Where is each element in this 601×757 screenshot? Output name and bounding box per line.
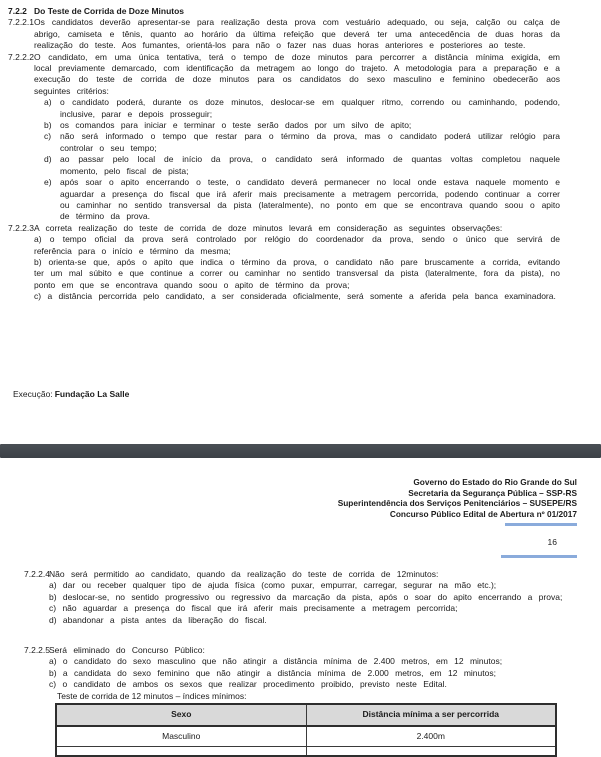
execution-label: Execução: <box>13 389 53 399</box>
execution-value: Fundação La Salle <box>54 389 130 399</box>
clause-7224 <box>24 569 577 626</box>
table-cell-empty <box>56 746 306 756</box>
link-underline-footer[interactable] <box>501 555 577 558</box>
link-underline-edital[interactable] <box>505 523 577 526</box>
subitem-letter: a) <box>44 97 52 108</box>
page2-header-block <box>338 477 577 519</box>
table-header-sexo: Sexo <box>56 704 306 726</box>
header-line-secretaria: Secretaria da Segurança Pública – SSP-RS <box>408 487 577 498</box>
clause-paragraph: Não será permitido ao candidato, quando da realização do teste de corrida de 12minutos: <box>49 569 439 579</box>
clause-paragraph: b) deslocar-se, no sentido progressivo ou regressivo da marcação da pista, após o soar do apito encerrando a prova; <box>49 591 563 602</box>
header-line-superintendencia: Superintendência dos Serviços Penitenciários – SUSEPE/RS <box>337 498 577 509</box>
table-header-row <box>56 704 556 726</box>
subitem-a <box>34 97 560 120</box>
clause-paragraph: Será eliminado do Concurso Público: <box>49 645 205 655</box>
subitem-b <box>34 120 560 131</box>
clause-7225 <box>24 645 577 702</box>
section-number: 7.2.2 <box>8 6 27 16</box>
subitem-text: ao passar pelo local de início da prova, o candidato será informado de quantas voltas completou naquele momento, pelo fiscal de pista; <box>60 154 560 176</box>
clause-paragraph: c) não aguardar a presença do fiscal que irá aferir mais precisamente a metragem percorrida; <box>49 603 458 614</box>
clause-number: 7.2.2.2 <box>8 51 34 62</box>
clause-paragraph: a) dar ou receber qualquer tipo de ajuda física (como puxar, empurrar, carregar, segurar na mão etc.); <box>49 580 497 591</box>
table-header-distancia: Distância mínima a ser percorrida <box>306 704 556 726</box>
execution-line <box>13 389 129 400</box>
clause-paragraph: d) abandonar a pista antes da liberação do fiscal. <box>49 614 267 625</box>
subitem-text: não será informado o tempo que restar para o término da prova, mas o candidato poderá utilizar relógio para controlar o seu tempo; <box>60 131 560 153</box>
clause-number: 7.2.2.1 <box>8 17 34 28</box>
table-cell-distancia: 2.400m <box>306 726 556 746</box>
clause-number: 7.2.2.4 <box>24 569 50 579</box>
running-test-minimums-table <box>55 703 557 757</box>
clause-paragraph: a) o tempo oficial da prova será controlado por relógio do coordenador da prova, sendo o único que servirá de referência para o início e término da mesma; <box>34 234 560 256</box>
page-separator-band <box>0 444 601 458</box>
subitem-letter: d) <box>44 154 52 165</box>
clause-intro: O candidato, em uma única tentativa, terá o tempo de doze minutos para percorrer a distância mínima exigida, em local previamente demarcado, com identificação da metragem ao longo do trajeto. A metodologia para a preparação e a execução do teste de corrida de doze minutos para os candidatos do sexo masculino e feminino obedecerão aos seguintes critérios: <box>34 51 560 96</box>
section-title: Do Teste de Corrida de Doze Minutos <box>34 6 185 16</box>
subitem-c <box>34 131 560 154</box>
document-page-1 <box>8 6 560 303</box>
clause-paragraph: c) a distância percorrida pelo candidato, a ser considerada oficialmente, será somente a aferida pela banca examinadora. <box>34 291 556 302</box>
clause-number: 7.2.2.3 <box>8 222 34 233</box>
subitem-letter: c) <box>44 131 52 142</box>
clause-text: Os candidatos deverão apresentar-se para realização desta prova com vestuário adequado, ou seja, calção ou calça de abrigo, camiseta e tênis, quanto ao horário da última refeição que deverá ter uma antecedência de duas horas da realização do teste. Aos fumantes, orientá-los para não o fazer nas duas horas anteriores e posteriores ao teste. <box>34 17 560 51</box>
table-caption: Teste de corrida de 12 minutos – índices mínimos: <box>57 690 247 701</box>
page-number: 16 <box>547 537 557 547</box>
subitem-text: após soar o apito encerrando o teste, o candidato deverá permanecer no local onde estava naquele momento e aguardar a presença do fiscal que irá aferir mais precisamente a metragem percorrida, podendo continuar a correr ou caminhar no sentido transversal da pista (lateralmente), no ponto em que se encontrava quando soou o apito de término da prova. <box>60 177 560 222</box>
clause-7223 <box>8 223 560 303</box>
subitem-text: o candidato poderá, durante os doze minutos, deslocar-se em qualquer ritmo, correndo ou caminhando, podendo, inclusive, parar e depois prosseguir; <box>60 97 560 119</box>
subitem-d <box>34 154 560 177</box>
table-cell-empty <box>306 746 556 756</box>
clause-paragraph: A correta realização do teste de corrida de doze minutos levará em consideração as seguintes observações: <box>34 222 503 233</box>
subitem-letter: e) <box>44 177 52 188</box>
header-line-government: Governo do Estado do Rio Grande do Sul <box>413 477 577 487</box>
clause-paragraph: a) o candidato do sexo masculino que não atingir a distância mínima de 2.400 metros, em 12 minutos; <box>49 656 503 667</box>
clause-paragraph: b) a candidata do sexo feminino que não atingir a distância mínima de 2.000 metros, em 12 minutos; <box>49 667 496 678</box>
clause-7222 <box>8 52 560 223</box>
subitem-letter: b) <box>44 120 52 131</box>
table-cell-sexo: Masculino <box>56 726 306 746</box>
table-row-masculino <box>56 726 556 746</box>
subitem-text: os comandos para iniciar e terminar o teste serão dados por um silvo de apito; <box>60 120 412 131</box>
header-line-edital: Concurso Público Edital de Abertura nº 01/2017 <box>389 508 577 519</box>
section-heading <box>8 6 560 17</box>
clause-7221 <box>8 17 560 51</box>
table-row-partial <box>56 746 556 756</box>
clause-number: 7.2.2.5 <box>24 645 50 655</box>
clause-paragraph: c) o candidato de ambos os sexos que realizar procedimento proibido, previsto neste Edital. <box>49 679 447 690</box>
clause-paragraph: b) orienta-se que, após o apito que indica o término da prova, o candidato não pare bruscamente a corrida, evitando ter um mal súbito e que continue a correr ou caminhar no sentido transversal da pista (lateralmente, fora da pista), no ponto em que se encontrava quando soou o apito de término da prova; <box>34 256 560 290</box>
subitem-e <box>34 177 560 223</box>
